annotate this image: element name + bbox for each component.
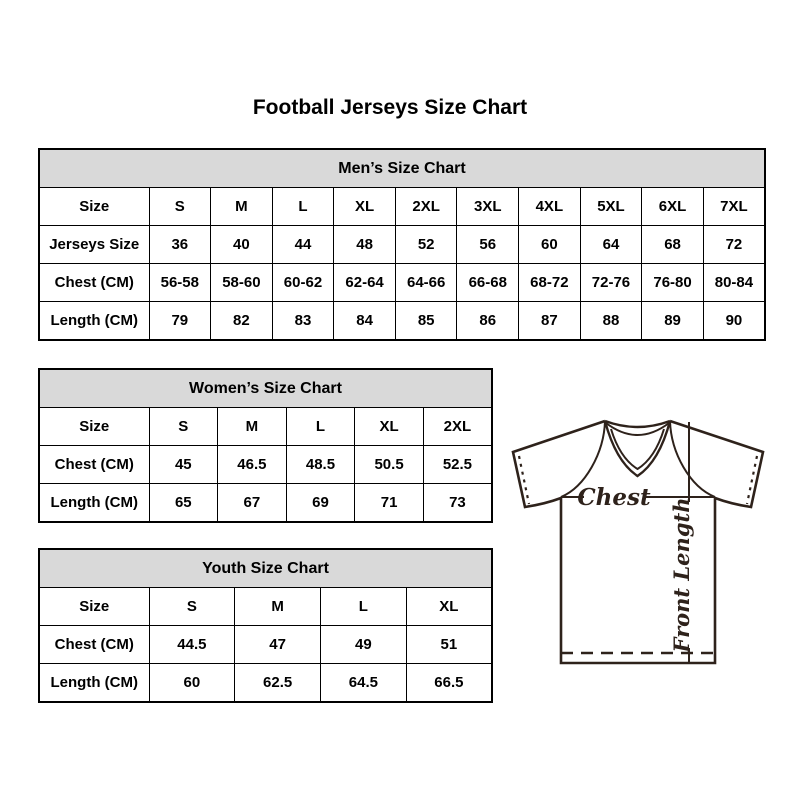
- table-row: [39, 446, 492, 484]
- size-value-cell: 66-68: [457, 264, 519, 302]
- size-value-cell: 90: [703, 302, 765, 341]
- size-value-cell: 66.5: [406, 664, 492, 703]
- size-value-cell: 89: [642, 302, 704, 341]
- size-value-cell: 52: [395, 226, 457, 264]
- size-value-cell: 60: [519, 226, 581, 264]
- table-row: [39, 408, 492, 446]
- size-value-cell: 52.5: [423, 446, 492, 484]
- size-value-cell: 62.5: [235, 664, 321, 703]
- size-value-cell: 48.5: [286, 446, 355, 484]
- size-value-cell: 44: [272, 226, 334, 264]
- size-value-cell: 65: [149, 484, 218, 523]
- jersey-outline: [513, 421, 763, 663]
- size-value-cell: 46.5: [218, 446, 287, 484]
- row-label: Size: [39, 188, 149, 226]
- table-title: Women’s Size Chart: [39, 369, 492, 408]
- size-value-cell: L: [272, 188, 334, 226]
- mens-size-table: [38, 148, 766, 341]
- size-value-cell: 4XL: [519, 188, 581, 226]
- size-value-cell: 80-84: [703, 264, 765, 302]
- size-value-cell: 67: [218, 484, 287, 523]
- size-value-cell: 68: [642, 226, 704, 264]
- size-value-cell: 2XL: [423, 408, 492, 446]
- size-value-cell: L: [286, 408, 355, 446]
- size-value-cell: 56: [457, 226, 519, 264]
- size-value-cell: 5XL: [580, 188, 642, 226]
- size-value-cell: 44.5: [149, 626, 235, 664]
- size-value-cell: 64.5: [321, 664, 407, 703]
- size-value-cell: 36: [149, 226, 211, 264]
- size-value-cell: 49: [321, 626, 407, 664]
- size-value-cell: 71: [355, 484, 424, 523]
- size-value-cell: 86: [457, 302, 519, 341]
- size-value-cell: 3XL: [457, 188, 519, 226]
- size-value-cell: M: [218, 408, 287, 446]
- front-length-label: Front Length: [669, 497, 694, 653]
- size-value-cell: 69: [286, 484, 355, 523]
- row-label: Length (CM): [39, 302, 149, 341]
- table-title-row: [39, 369, 492, 408]
- size-value-cell: 85: [395, 302, 457, 341]
- size-value-cell: 64-66: [395, 264, 457, 302]
- row-label: Size: [39, 588, 149, 626]
- table-row: [39, 264, 765, 302]
- row-label: Length (CM): [39, 484, 149, 523]
- size-value-cell: 64: [580, 226, 642, 264]
- size-value-cell: 88: [580, 302, 642, 341]
- size-value-cell: 45: [149, 446, 218, 484]
- size-value-cell: 62-64: [334, 264, 396, 302]
- table-title-row: [39, 549, 492, 588]
- size-value-cell: XL: [334, 188, 396, 226]
- size-value-cell: S: [149, 588, 235, 626]
- size-value-cell: 73: [423, 484, 492, 523]
- size-value-cell: 79: [149, 302, 211, 341]
- table-row: [39, 484, 492, 523]
- youth-size-table: [38, 548, 493, 703]
- size-value-cell: 48: [334, 226, 396, 264]
- table-row: [39, 226, 765, 264]
- womens-size-table: [38, 368, 493, 523]
- table-title-row: [39, 149, 765, 188]
- size-value-cell: 2XL: [395, 188, 457, 226]
- row-label: Length (CM): [39, 664, 149, 703]
- row-label: Size: [39, 408, 149, 446]
- jersey-measurement-diagram: [505, 405, 773, 673]
- size-value-cell: 40: [211, 226, 273, 264]
- table-row: [39, 188, 765, 226]
- size-value-cell: 60: [149, 664, 235, 703]
- size-value-cell: 83: [272, 302, 334, 341]
- size-value-cell: 50.5: [355, 446, 424, 484]
- size-value-cell: 56-58: [149, 264, 211, 302]
- table-row: [39, 626, 492, 664]
- size-value-cell: 60-62: [272, 264, 334, 302]
- table-title: Youth Size Chart: [39, 549, 492, 588]
- row-label: Chest (CM): [39, 626, 149, 664]
- size-value-cell: 84: [334, 302, 396, 341]
- jersey-collar-top: [605, 421, 670, 427]
- size-value-cell: 72: [703, 226, 765, 264]
- table-row: [39, 664, 492, 703]
- row-label: Chest (CM): [39, 446, 149, 484]
- chest-label: Chest: [577, 484, 651, 511]
- row-label: Jerseys Size: [39, 226, 149, 264]
- size-value-cell: 7XL: [703, 188, 765, 226]
- table-title: Men’s Size Chart: [39, 149, 765, 188]
- size-value-cell: L: [321, 588, 407, 626]
- size-value-cell: 6XL: [642, 188, 704, 226]
- size-value-cell: 68-72: [519, 264, 581, 302]
- row-label: Chest (CM): [39, 264, 149, 302]
- size-value-cell: 82: [211, 302, 273, 341]
- size-value-cell: 51: [406, 626, 492, 664]
- table-row: [39, 302, 765, 341]
- size-value-cell: 76-80: [642, 264, 704, 302]
- size-value-cell: XL: [355, 408, 424, 446]
- size-value-cell: M: [211, 188, 273, 226]
- size-value-cell: M: [235, 588, 321, 626]
- table-row: [39, 588, 492, 626]
- size-value-cell: 87: [519, 302, 581, 341]
- size-value-cell: 72-76: [580, 264, 642, 302]
- size-value-cell: 58-60: [211, 264, 273, 302]
- size-value-cell: 47: [235, 626, 321, 664]
- size-value-cell: S: [149, 408, 218, 446]
- page-title: Football Jerseys Size Chart: [252, 96, 528, 119]
- size-value-cell: S: [149, 188, 211, 226]
- size-value-cell: XL: [406, 588, 492, 626]
